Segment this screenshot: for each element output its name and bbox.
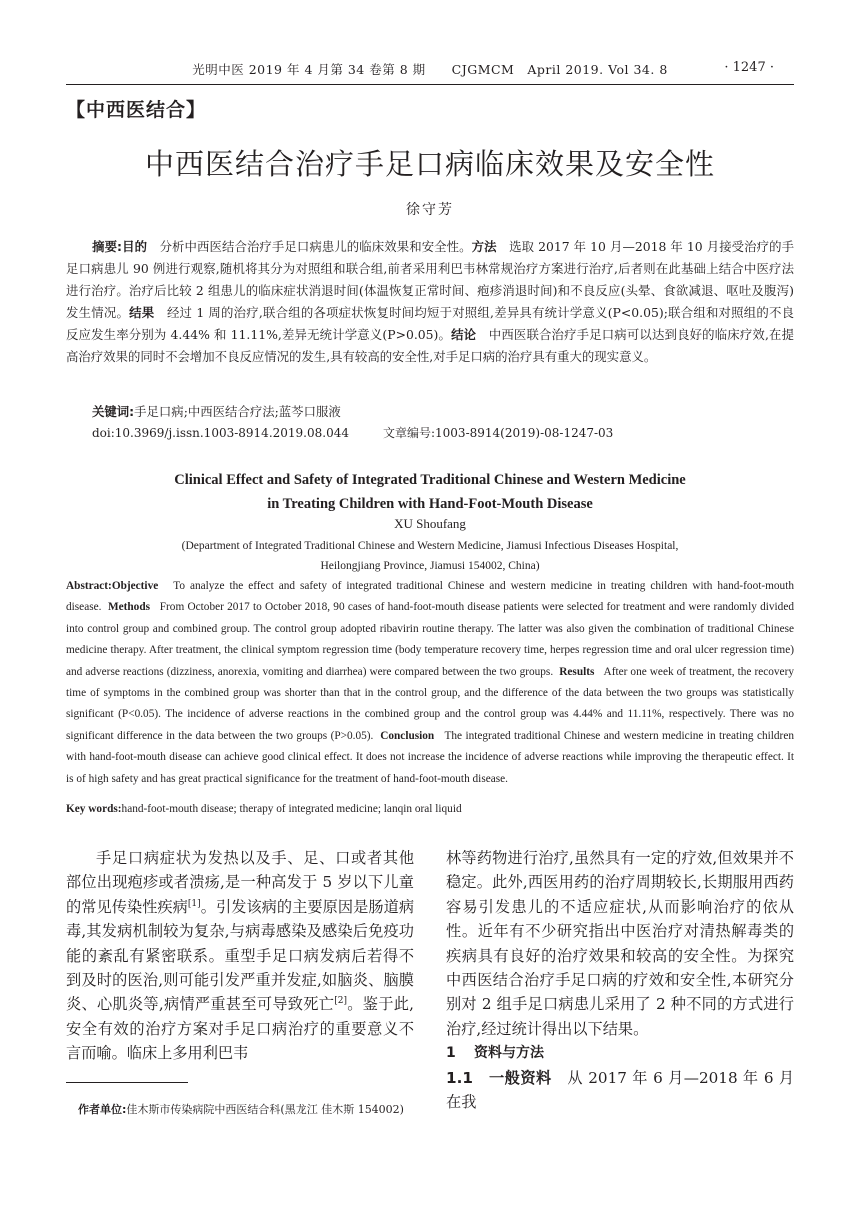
citation-2[interactable]: [2]	[334, 996, 347, 1007]
objective-en-label: Objective	[111, 580, 159, 592]
section-1-title: 资料与方法	[474, 1045, 544, 1062]
author-affiliation-footnote	[66, 1101, 426, 1117]
keywords-cn-label: 关键词:	[92, 404, 135, 419]
intro-paragraph	[66, 846, 414, 1066]
abstract-cn	[66, 236, 794, 368]
methods-en: From October 2017 to October 2018, 90 cases of hand-foot-mouth disease patients were selected for treatment and were randomly divided into control group and combined group. The control group adopted ribavirin routine therapy. The latter was also given the combination of traditional Chinese medicine therapy. After treatment, the clinical symptom regression time (body temperature recovery time, herpes regression time and oral ulcer regression time) and adverse reactions (dizziness, anorexia, vomiting and diarrhea) were compared between the two groups.	[66, 601, 794, 678]
abstract-en-label: Abstract:	[66, 580, 112, 592]
objective-en: To analyze the effect and safety of integrated traditional Chinese and western medicine in treating children with hand-foot-mouth disease.	[66, 580, 794, 614]
section-1-number: 1	[446, 1045, 456, 1062]
doi: doi:10.3969/j.issn.1003-8914.2019.08.044	[92, 426, 349, 440]
results-en: After one week of treatment, the recovery time of symptoms in the combined group was shorter than that in the control group, and the difference of the data between the two groups was statistically significant (P<0.05). The incidence of adverse reactions in the combined group and the control group was 4.44% and 11.11%, respectively. There was no significant difference in the data between the two groups (P>0.05).	[66, 665, 794, 742]
results-cn-label: 结果	[129, 305, 155, 320]
conclusion-cn: 中西医联合治疗手足口病可以达到良好的临床疗效,在提高治疗效果的同时不会增加不良反应情况的发生,具有较高的安全性,对手足口病的治疗具有重大的现实意义。	[66, 327, 794, 364]
keywords-cn	[92, 402, 341, 420]
abstract-cn-label: 摘要:	[92, 239, 123, 254]
intro-text-part-2: 。引发该病的主要原因是肠道病毒,其发病机制较为复杂,与病毒感染及感染后免疫功能的紊乱有紧密联系。重型手足口病发病后若得不到及时的医治,则可能引发严重并发症,如脑炎、脑膜炎、心肌炎等,病情严重甚至可导致死亡	[66, 897, 415, 1014]
keywords-cn-text: 手足口病;中西医结合疗法;蓝芩口服液	[134, 404, 341, 419]
journal-info: 光明中医 2019 年 4 月第 34 卷第 8 期 CJGMCM April 2019. Vol 34. 8	[192, 62, 668, 77]
header-rule	[66, 84, 794, 85]
conclusion-en: The integrated traditional Chinese and western medicine in treating children with hand-foot-mouth disease can achieve good clinical effect. It does not increase the incidence of adverse reactions while improving the therapeutic effect. It is of high safety and has great practical significance for the treatment of hand-foot-mouth disease.	[66, 729, 794, 785]
body-column-left	[66, 846, 414, 1066]
article-number: 文章编号:1003-8914(2019)-08-1247-03	[382, 426, 614, 440]
affiliation-en	[0, 536, 860, 576]
footnote-label: 作者单位:	[78, 1103, 127, 1116]
subsection-1-1-number: 1.1	[446, 1068, 473, 1087]
section-heading-1	[446, 1041, 794, 1065]
abstract-en	[66, 576, 794, 790]
article-title-cn: 中西医结合治疗手足口病临床效果及安全性	[144, 147, 715, 181]
footnote-text: 佳木斯市传染病院中西医结合科(黑龙江 佳木斯 154002)	[126, 1103, 404, 1116]
section-tag: 【中西医结合】	[66, 99, 207, 121]
author-cn: 徐守芳	[406, 202, 454, 218]
footnote-rule	[66, 1082, 188, 1083]
results-cn: 经过 1 周的治疗,联合组的各项症状恢复时间均短于对照组,差异具有统计学意义(P<0.05);联合组和对照组的不良反应发生率分别为 4.44% 和 11.11%,差异无统计学意义(P>0.05)。	[66, 305, 795, 342]
author-en: XU Shoufang	[394, 516, 466, 531]
article-title-en	[0, 468, 860, 516]
keywords-en-label: Key words:	[66, 803, 122, 815]
body-column-right	[446, 846, 794, 1114]
title-en-line-2: in Treating Children with Hand-Foot-Mouth Disease	[267, 496, 593, 512]
subsection-1-1-text: 从 2017 年 6 月—2018 年 6 月在我	[446, 1068, 795, 1112]
keywords-en-text: hand-foot-mouth disease; therapy of integrated medicine; lanqin oral liquid	[121, 803, 462, 815]
objective-cn: 分析中西医结合治疗手足口病患儿的临床效果和安全性。	[159, 239, 472, 254]
affiliation-en-line-2: Heilongjiang Province, Jiamusi 154002, China)	[320, 560, 540, 572]
methods-en-label: Methods	[107, 601, 151, 614]
methods-cn: 选取 2017 年 10 月—2018 年 10 月接受治疗的手足口病患儿 90 例进行观察,随机将其分为对照组和联合组,前者采用利巴韦林常规治疗方案进行治疗,后者则在此基础上结合中医疗法进行治疗。治疗后比较 2 组患儿的临床症状消退时间(体温恢复正常时间、疱疹消退时间)和不良反应(头晕、食欲减退、呕吐及腹泻)发生情况。	[66, 239, 795, 320]
subsection-1-1	[446, 1066, 794, 1115]
page-number: · 1247 ·	[724, 60, 774, 75]
affiliation-en-line-1: (Department of Integrated Traditional Chinese and Western Medicine, Jiamusi Infectious Diseases Hospital,	[181, 540, 679, 552]
objective-cn-label: 目的	[122, 239, 148, 254]
subsection-1-1-title: 一般资料	[489, 1068, 552, 1087]
conclusion-en-label: Conclusion	[380, 729, 435, 742]
running-header	[0, 60, 860, 82]
conclusion-cn-label: 结论	[451, 327, 477, 342]
keywords-en	[66, 803, 462, 815]
title-en-line-1: Clinical Effect and Safety of Integrated Traditional Chinese and Western Medicine	[174, 472, 686, 488]
methods-cn-label: 方法	[471, 239, 497, 254]
intro-text-part-3: 。鉴于此,安全有效的治疗方案对手足口病治疗的重要意义不言而喻。临床上多用利巴韦	[66, 995, 415, 1063]
citation-1[interactable]: [1]	[187, 898, 201, 909]
doi-line	[92, 424, 613, 441]
intro-text-part-1: 手足口病症状为发热以及手、足、口或者其他部位出现疱疹或者溃疡,是一种高发于 5 岁以下儿童的常见传染性疾病	[66, 849, 414, 916]
results-en-label: Results	[559, 665, 595, 678]
intro-paragraph-continued: 林等药物进行治疗,虽然具有一定的疗效,但效果并不稳定。此外,西医用药的治疗周期较长,长期服用西药容易引发患儿的不适应症状,从而影响治疗的依从性。近年有不少研究指出中医治疗对清热解毒类的疾病具有良好的治疗效果和较高的安全性。为探究中西医结合治疗手足口病的疗效和安全性,本研究分别对 2 组手足口病患儿采用了 2 种不同的方式进行治疗,经过统计得出以下结果。	[446, 849, 794, 1038]
